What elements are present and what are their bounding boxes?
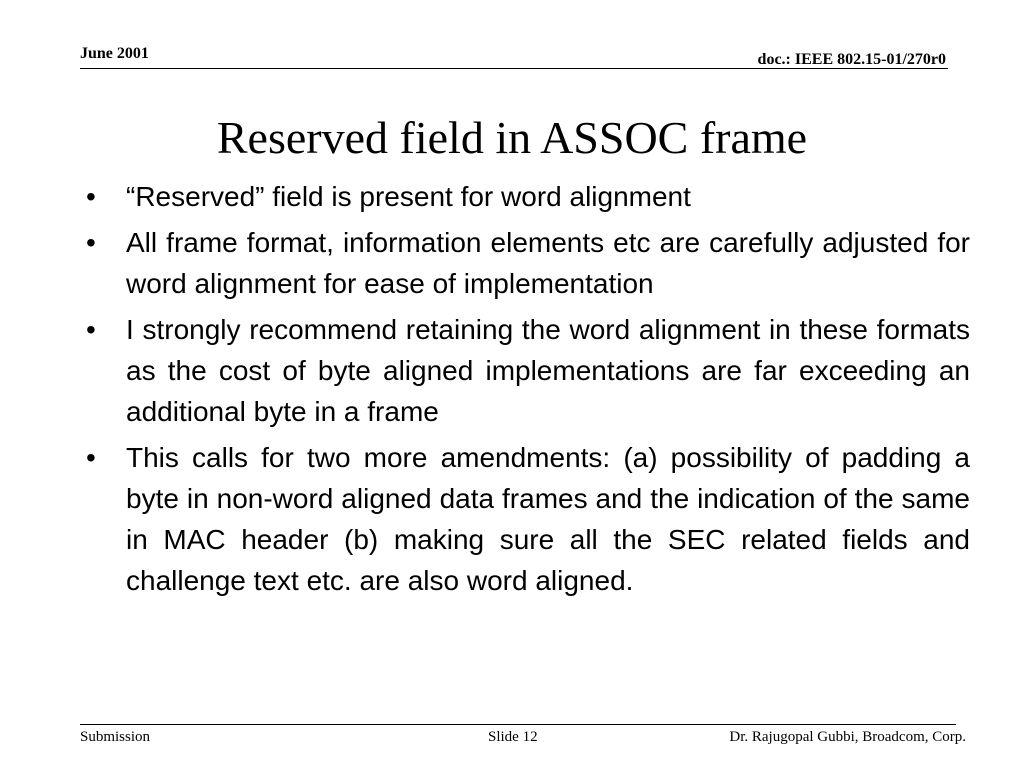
bullet-item: [86, 309, 970, 432]
header-date: June 2001: [80, 45, 149, 62]
footer-author: Dr. Rajugopal Gubbi, Broadcom, Corp.: [729, 729, 966, 745]
bullet-item: [86, 222, 970, 304]
footer-submission: Submission: [80, 729, 151, 745]
footer-slide-number: Slide 12: [488, 729, 538, 745]
bullet-dot-icon: •: [86, 181, 96, 212]
bullet-text: This calls for two more amendments: (a) possibility of padding a byte in non-word aligned data frames and the indication of the same in MAC header (b) making sure all the SEC related fields and challenge text etc. are also word aligned.: [126, 442, 970, 596]
slide-title: Reserved field in ASSOC frame: [216, 112, 808, 163]
bullet-item: [86, 176, 970, 217]
bullet-text: I strongly recommend retaining the word alignment in these formats as the cost of byte aligned implementations are far exceeding an additional byte in a frame: [126, 314, 970, 427]
bullet-text: All frame format, information elements etc are carefully adjusted for word alignment for ease of implementation: [126, 227, 970, 299]
header-doc-id: doc.: IEEE 802.15-01/270r0: [757, 51, 946, 68]
header-divider: [80, 68, 948, 69]
bullet-dot-icon: •: [86, 442, 96, 473]
footer-divider: [80, 724, 956, 725]
bullet-list: [86, 176, 970, 606]
bullet-text: “Reserved” field is present for word alignment: [126, 181, 691, 212]
bullet-dot-icon: •: [86, 227, 96, 258]
bullet-item: [86, 437, 970, 601]
bullet-dot-icon: •: [86, 314, 96, 345]
